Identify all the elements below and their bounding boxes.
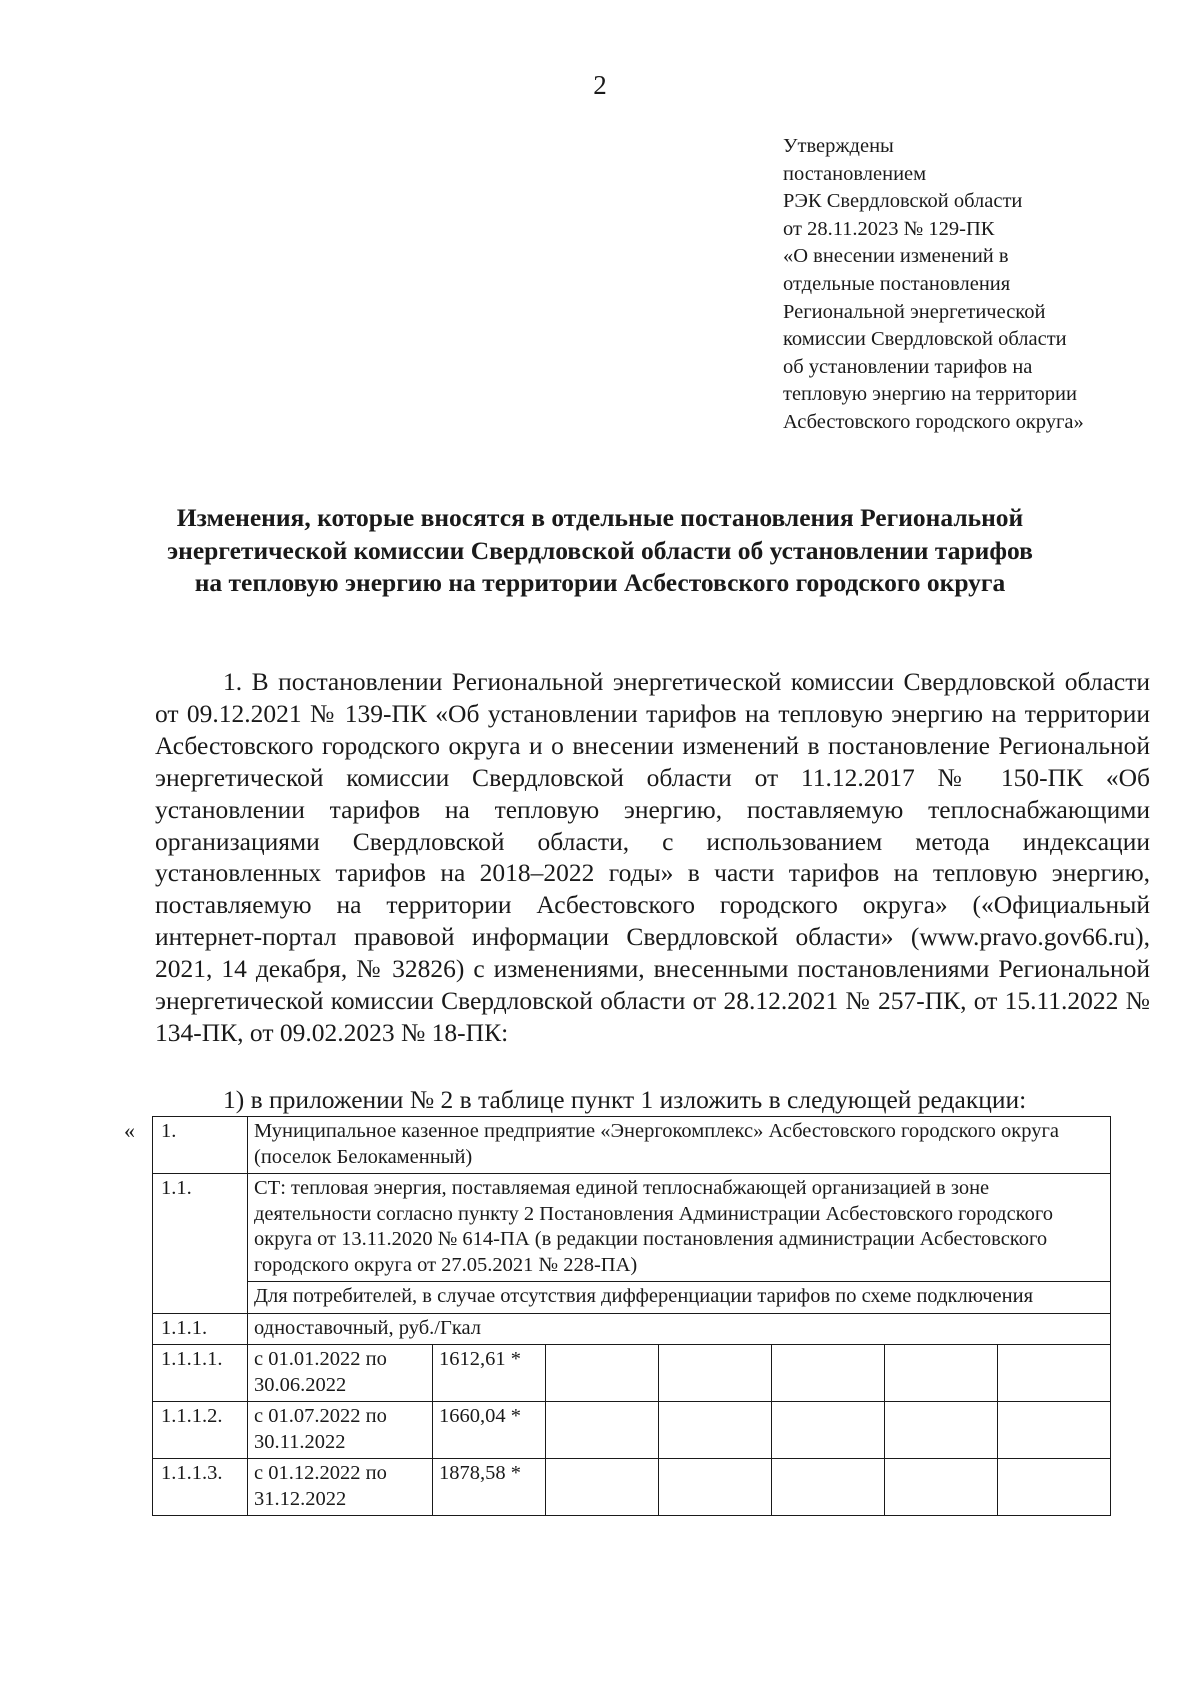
row-number: 1.1.1.: [153, 1313, 248, 1345]
empty-cell: [885, 1345, 998, 1402]
empty-cell: [659, 1345, 772, 1402]
approval-line: «О внесении изменений в: [783, 245, 1009, 268]
empty-cell: [885, 1402, 998, 1459]
heading-line: на тепловую энергию на территории Асбестовского городского округа: [194, 568, 1006, 597]
row-number: 1.: [153, 1117, 248, 1174]
empty-cell: [885, 1459, 998, 1516]
value-cell: 1660,04 *: [433, 1402, 546, 1459]
approval-line: Региональной энергетической: [783, 300, 1046, 323]
table-row: [153, 1174, 1111, 1282]
empty-cell: [998, 1402, 1111, 1459]
row-text: одноставочный, руб./Гкал: [248, 1313, 1111, 1345]
empty-cell: [546, 1402, 659, 1459]
tariff-table: [152, 1116, 1111, 1516]
sub-item-1: 1) в приложении № 2 в таблице пункт 1 изложить в следующей редакции:: [223, 1085, 1027, 1114]
empty-cell: [772, 1345, 885, 1402]
heading-line: Изменения, которые вносятся в отдельные постановления Региональной: [176, 503, 1024, 532]
approval-line: Утверждены: [783, 135, 894, 157]
table-row: [153, 1282, 1111, 1314]
empty-cell: [659, 1402, 772, 1459]
approval-line: об установлении тарифов на: [783, 355, 1033, 378]
table-row: [153, 1313, 1111, 1345]
approval-line: РЭК Свердловской области: [783, 190, 1023, 213]
row-number: 1.1.1.3.: [153, 1459, 248, 1516]
approval-line: постановлением: [783, 162, 927, 185]
approval-line: тепловую энергию на территории: [783, 383, 1077, 406]
approval-line: отдельные постановления: [783, 272, 1011, 295]
period-cell: с 01.12.2022 по 31.12.2022: [248, 1459, 433, 1516]
row-text: Муниципальное казенное предприятие «Энергокомплекс» Асбестовского городского округа (поселок Белокаменный): [248, 1117, 1111, 1174]
empty-cell: [659, 1459, 772, 1516]
approval-line: от 28.11.2023 № 129-ПК: [783, 217, 995, 240]
approval-line: Асбестовского городского округа»: [783, 410, 1084, 433]
table-row: [153, 1345, 1111, 1402]
value-cell: 1878,58 *: [433, 1459, 546, 1516]
empty-cell: [998, 1345, 1111, 1402]
quote-open: «: [124, 1118, 135, 1143]
empty-cell: [998, 1459, 1111, 1516]
body-text: [155, 666, 1150, 1049]
approval-block: [783, 133, 1183, 437]
empty-cell: [546, 1459, 659, 1516]
row-note: Для потребителей, в случае отсутствия дифференциации тарифов по схеме подключения: [248, 1282, 1111, 1314]
period-cell: с 01.01.2022 по 30.06.2022: [248, 1345, 433, 1402]
paragraph-1: 1. В постановлении Региональной энергетической комиссии Свердловской области от 09.12.2021 № 139-ПК «Об установлении тарифов на тепловую энергию на территории Асбестовского городского округа и о внесении изменений в постановление Региональной энергетической комиссии Свердловской области от 11.12.2017 № 150-ПК «Об установлении тарифов на тепловую энергию, поставляемую теплоснабжающими организациями Свердловской области, с использованием метода индексации установленных тарифов на 2018–2022 годы» в части тарифов на тепловую энергию, поставляемую на территории Асбестовского городского округа» («Официальный интернет-портал правовой информации Свердловской области» (www.pravo.gov66.ru), 2021, 14 декабря, № 32826) с изменениями, внесенными постановлениями Региональной энергетической комиссии Свердловской области от 28.12.2021 № 257-ПК, от 15.11.2022 № 134-ПК, от 09.02.2023 № 18-ПК:: [155, 667, 1150, 1047]
heading-line: энергетической комиссии Свердловской области об установлении тарифов: [167, 535, 1033, 565]
page-number: 2: [593, 70, 607, 100]
row-number: 1.1.1.1.: [153, 1345, 248, 1402]
approval-line: комиссии Свердловской области: [783, 328, 1067, 351]
empty-cell: [546, 1345, 659, 1402]
value-cell: 1612,61 *: [433, 1345, 546, 1402]
empty-cell: [772, 1459, 885, 1516]
row-text: СТ: тепловая энергия, поставляемая единой теплоснабжающей организацией в зоне деятельности согласно пункту 2 Постановления Администрации Асбестовского городского округа от 13.11.2020 № 614-ПА (в редакции постановления администрации Асбестовского городского округа от 27.05.2021 № 228-ПА): [248, 1174, 1111, 1282]
empty-cell: [772, 1402, 885, 1459]
table-row: [153, 1459, 1111, 1516]
row-number: 1.1.1.2.: [153, 1402, 248, 1459]
table-row: [153, 1117, 1111, 1174]
period-cell: с 01.07.2022 по 30.11.2022: [248, 1402, 433, 1459]
table-row: [153, 1402, 1111, 1459]
row-number: 1.1.: [153, 1174, 248, 1314]
document-heading: [100, 502, 1100, 600]
